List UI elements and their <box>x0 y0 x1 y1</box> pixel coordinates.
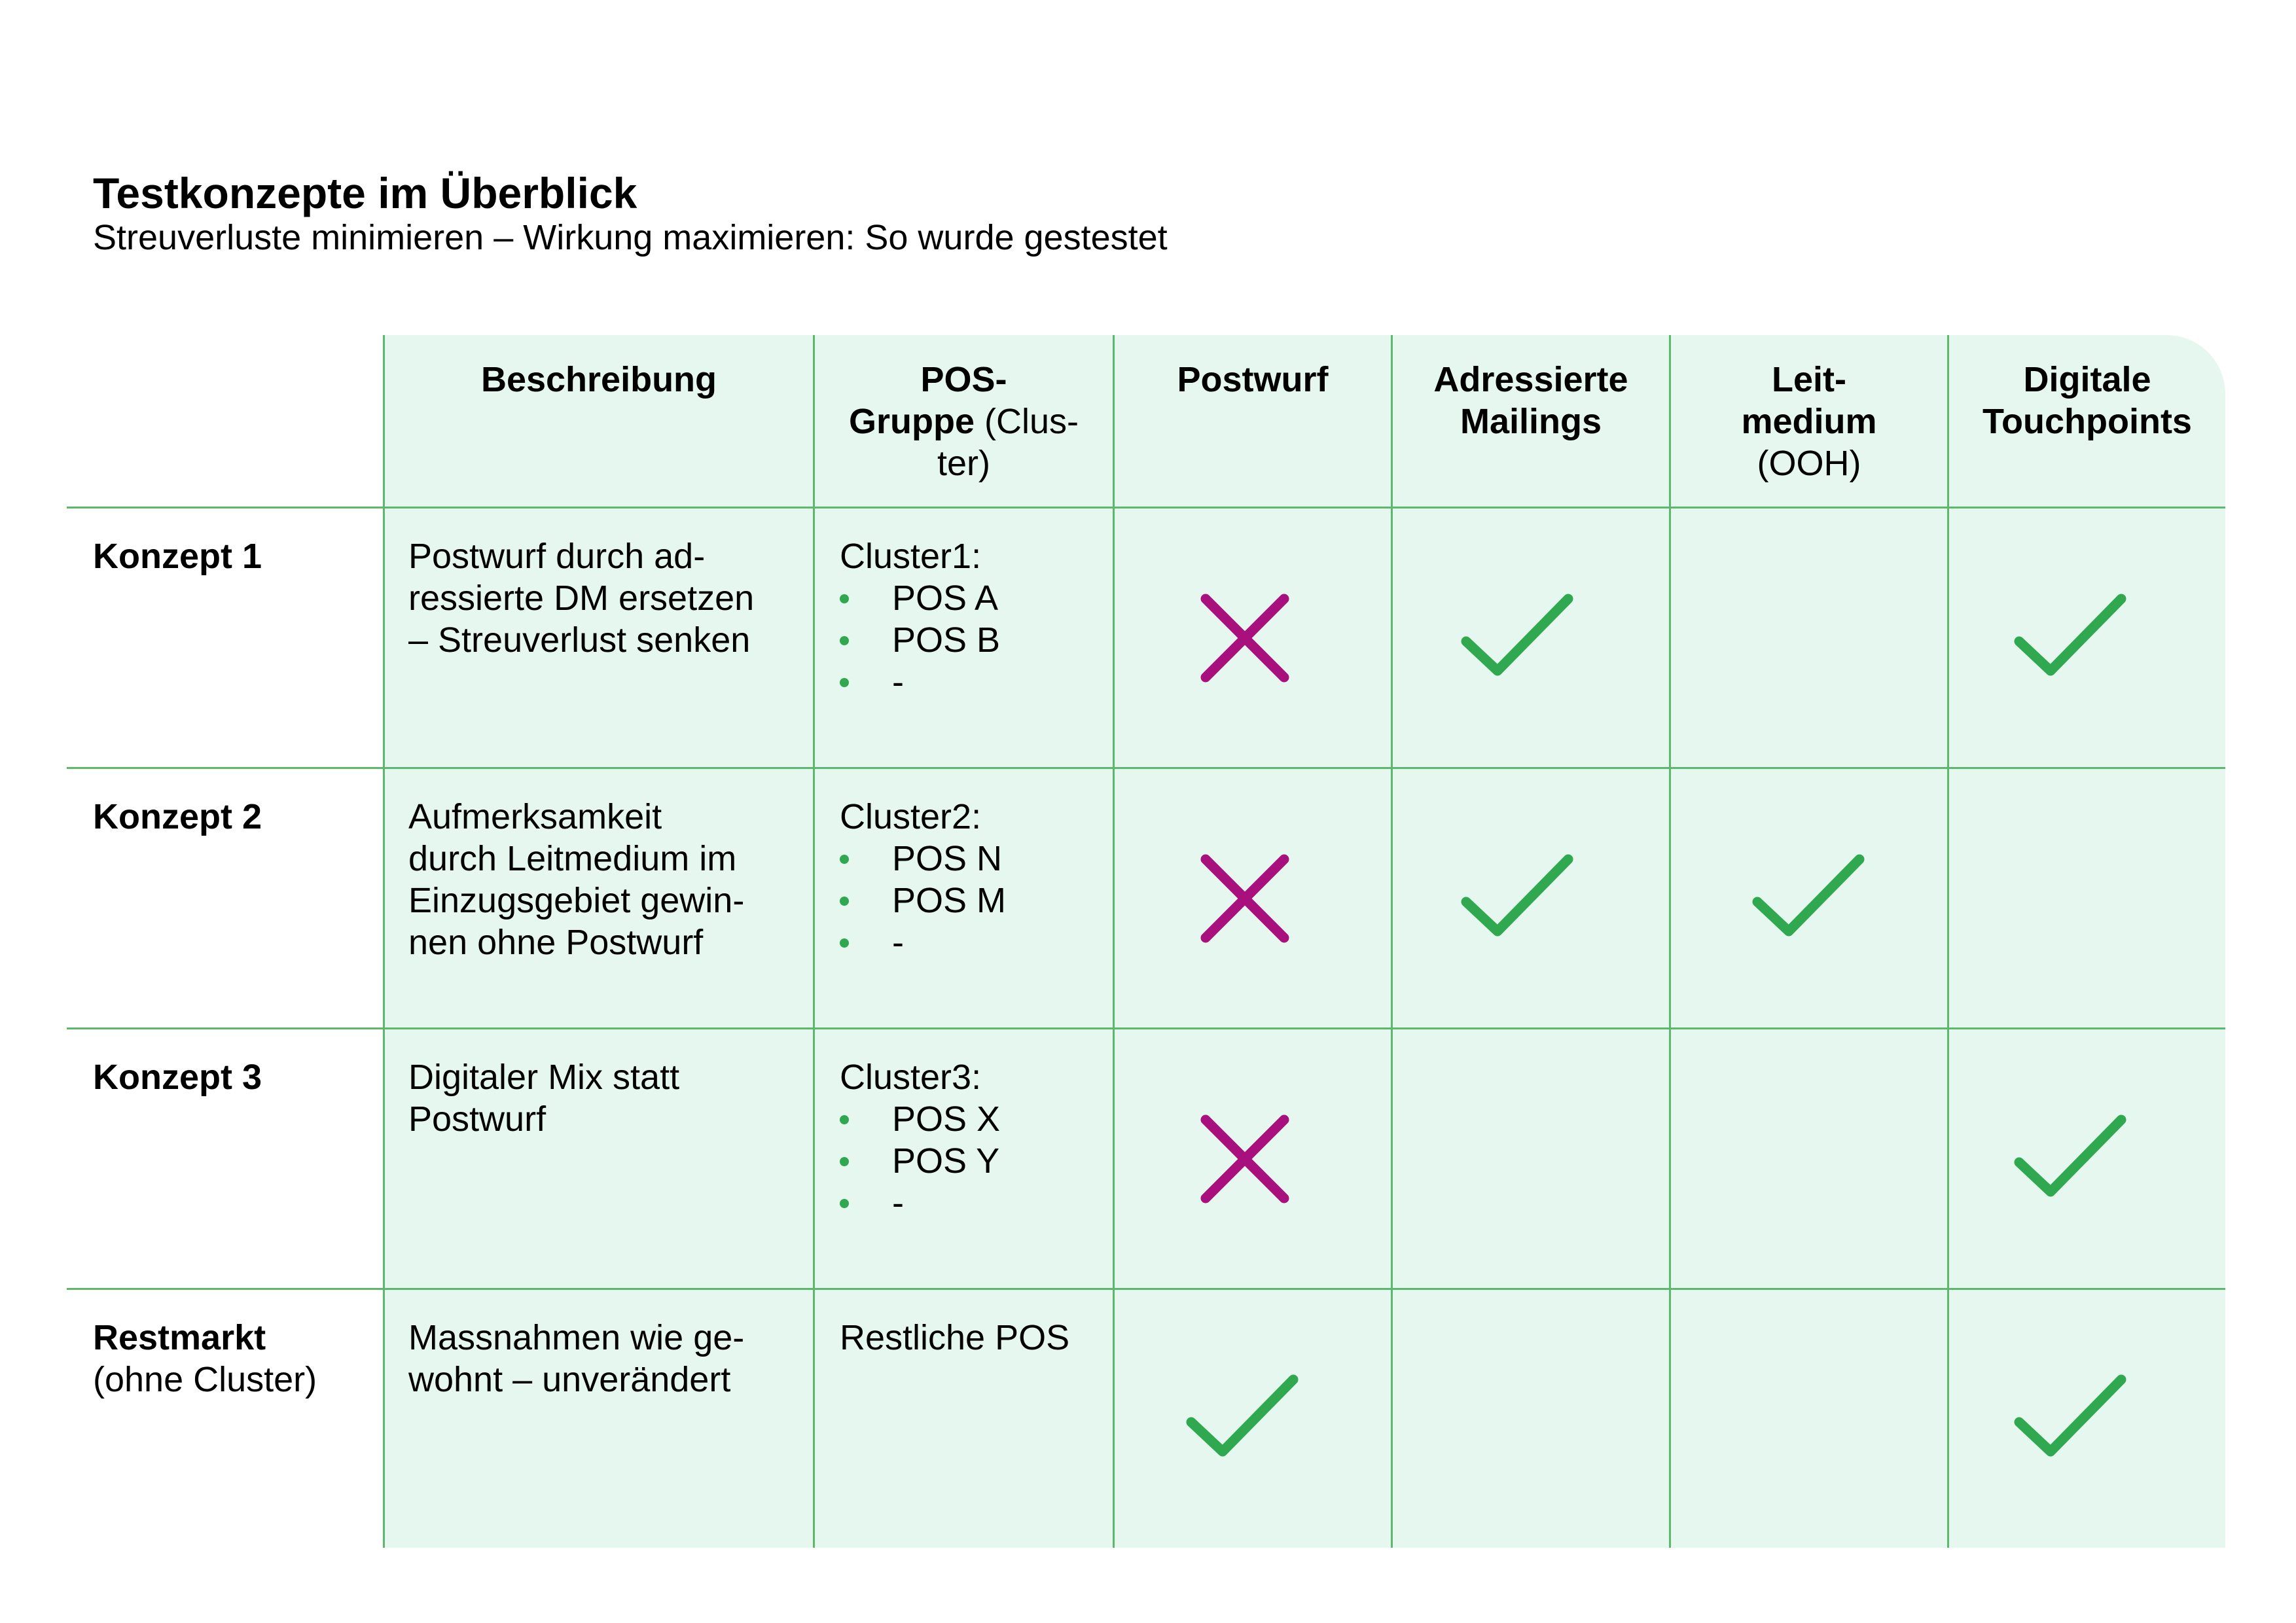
grid-line-horizontal <box>67 507 2225 508</box>
row-description: Massnahmen wie ge- wohnt – unverändert <box>408 1318 745 1399</box>
pos-list-item: POS X <box>840 1098 1000 1140</box>
pos-group: Cluster1: POS A POS B - <box>840 537 1001 702</box>
grid-line-vertical <box>1113 335 1115 1548</box>
grid-line-horizontal <box>67 1288 2225 1290</box>
grid-line-vertical <box>1391 335 1393 1548</box>
row-description: Aufmerksamkeit durch Leitmedium im Einzugsgebiet gewin- nen ohne Postwurf <box>408 797 745 962</box>
cross-icon <box>1179 846 1310 951</box>
pos-list-item: - <box>840 921 1006 963</box>
page-subtitle: Streuverluste minimieren – Wirkung maximieren: So wurde gestestet <box>93 218 1168 257</box>
header-postwurf: Postwurf <box>1177 360 1329 399</box>
grid-line-vertical <box>383 335 385 1548</box>
pos-list-item: - <box>840 1182 1000 1224</box>
header-pos-gruppe: POS- Gruppe (Clus- ter) <box>848 360 1079 483</box>
row-label-konzept-3: Konzept 3 <box>93 1058 262 1097</box>
row-label-konzept-2: Konzept 2 <box>93 797 262 836</box>
check-icon <box>1454 586 1585 690</box>
pos-group: Cluster3: POS X POS Y - <box>840 1058 1001 1222</box>
check-icon <box>2007 1107 2138 1211</box>
pos-list-item: POS M <box>840 880 1006 921</box>
pos-list-item: POS B <box>840 619 1000 661</box>
pos-group: Restliche POS <box>840 1318 1070 1357</box>
header-beschreibung: Beschreibung <box>480 360 717 399</box>
row-label-restmarkt: Restmarkt (ohne Cluster) <box>93 1318 317 1399</box>
row-description: Digitaler Mix statt Postwurf <box>408 1058 680 1139</box>
cross-icon <box>1179 586 1310 690</box>
grid-line-horizontal <box>67 1027 2225 1029</box>
grid-line-vertical <box>1669 335 1671 1548</box>
header-leitmedium: Leit- medium (OOH) <box>1741 360 1877 483</box>
check-icon <box>2007 586 2138 690</box>
check-icon <box>1746 846 1876 951</box>
header-adressierte-mailings: Adressierte Mailings <box>1433 360 1628 441</box>
check-icon <box>2007 1366 2138 1471</box>
check-icon <box>1454 846 1585 951</box>
pos-group: Cluster2: POS N POS M - <box>840 797 1007 962</box>
row-label-konzept-1: Konzept 1 <box>93 537 262 576</box>
grid-line-vertical <box>1947 335 1949 1548</box>
header-digitale-touchpoints: Digitale Touchpoints <box>1982 360 2192 441</box>
pos-list-item: POS A <box>840 577 1000 619</box>
check-icon <box>1179 1366 1310 1471</box>
row-description: Postwurf durch ad- ressierte DM ersetzen – Streuverlust senken <box>408 537 755 660</box>
pos-list-item: - <box>840 661 1000 703</box>
cross-icon <box>1179 1107 1310 1211</box>
grid-line-horizontal <box>67 767 2225 769</box>
pos-list-item: POS Y <box>840 1140 1000 1182</box>
pos-list-item: POS N <box>840 838 1006 880</box>
page-title: Testkonzepte im Überblick <box>93 169 637 217</box>
